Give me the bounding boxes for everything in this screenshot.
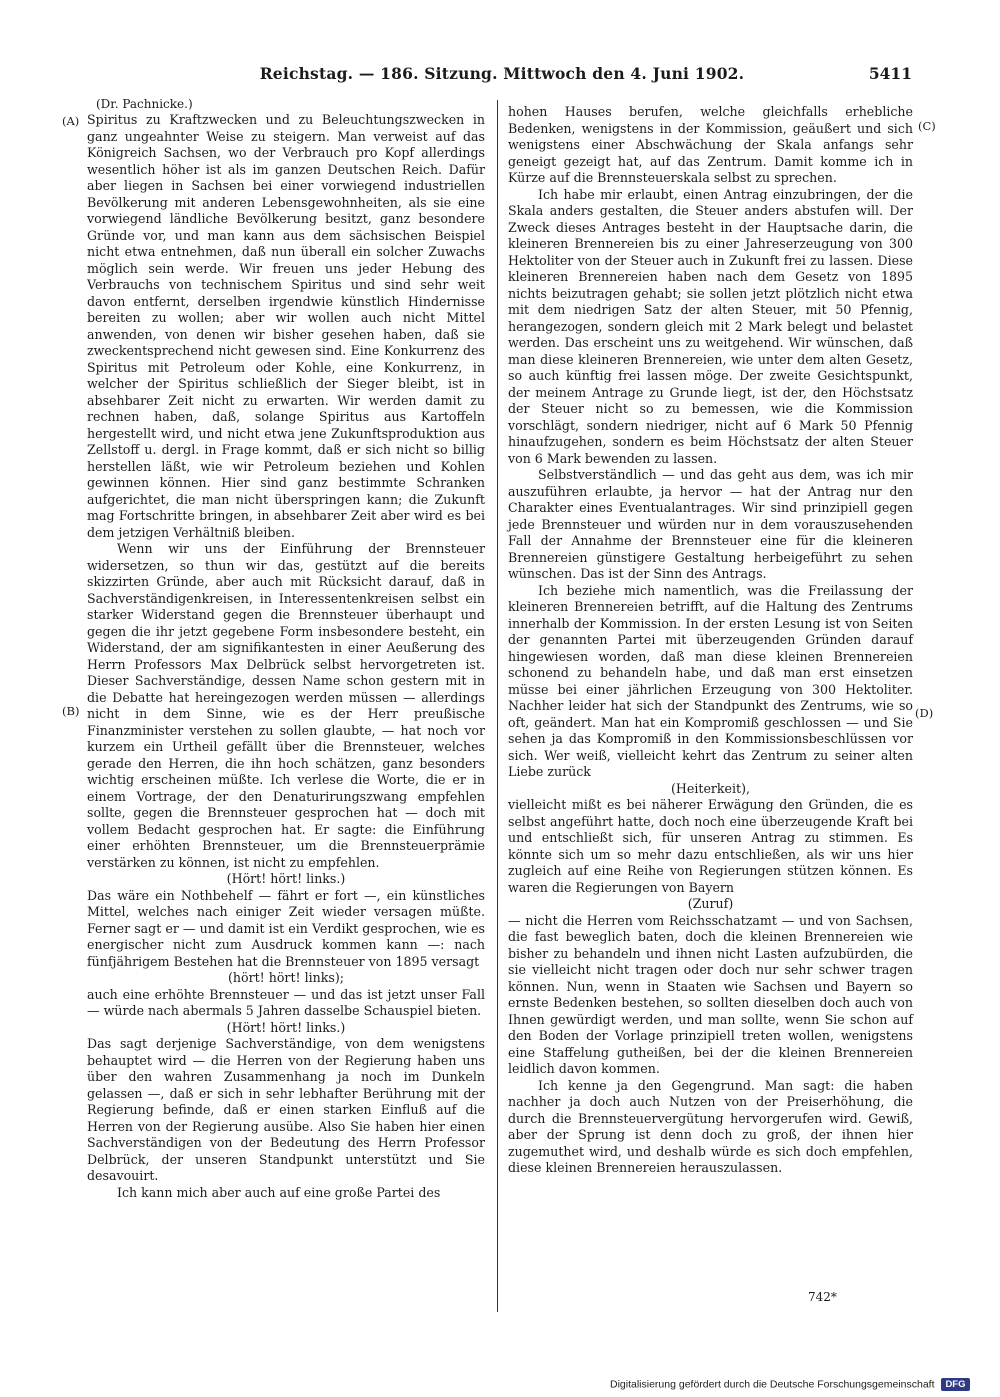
paragraph: Das wäre ein Nothbehelf — fährt er fort —, ein künstliches Mittel, welches nach einiger Zeit wieder versagen müßte. Ferner sagt er — und damit ist ein Verdikt gesprochen, wie es energischer nicht zum Ausdruck kommen kann —: nach fünfjährigem Bestehen hat die Brennsteuer von 1895 versagt (87, 887, 485, 969)
interjection: (Hört! hört! links.) (226, 1019, 346, 1035)
paragraph: Ich kenne ja den Gegengrund. Man sagt: die haben nachher ja doch auch Nutzen von der Preiserhöhung, die durch die Brennsteuervergütung hervorgerufen wird. Gewiß, aber der Sprung ist denn doch zu groß, der ihnen hier zugemuthet wird, und deshalb würde es sich doch empfehlen, diese kleinen Brennereien herauszulassen. (508, 1077, 913, 1175)
dfg-logo-icon: DFG (941, 1378, 969, 1391)
interjection: (hört! hört! links); (227, 970, 344, 985)
paragraph: hohen Hauses berufen, welche gleichfalls erhebliche Bedenken, wenigstens in der Kommission, geäußert und sich wenigstens einer Abschwächung der Skala anfangs sehr geneigt gezeigt hat, auf das Zentrum. Damit komme ich in Kürze auf die Brennsteuerskala selbst zu sprechen. (508, 104, 913, 185)
paragraph: Das sagt derjenige Sachverständige, von dem wenigstens behauptet wird — die Herren von der Regierung haben uns über den wahren Zusammenhang ja noch im Dunkeln gelassen —, daß er sich in sehr lebhafter Berührung mit der Regierung befinde, daß er einen starken Einfluß auf die Herren von der Regierung ausübe. Also Sie haben hier einen Sachverständigen von der Bedeutung des Herrn Professor Delbrück, der unseren Standpunkt unterstützt und Sie desavouirt. (87, 1036, 485, 1183)
paragraph: Ich beziehe mich namentlich, was die Freilassung der kleineren Brennereien betrifft, auf die Haltung des Zentrums innerhalb der Kommission. In der ersten Lesung ist von Seiten der genannten Partei mit überzeugenden Gründen darauf hingewiesen worden, daß man diese kleinen Brennereien schonend zu behandeln habe, und daß man erst einsetzen müsse bei einer jährlichen Erzeugung von 300 Hektoliter. Nachher leider hat sich der Standpunkt des Zentrums, wie so oft, geändert. Man hat ein Kompromiß geschlossen — und Sie sehen ja das Kompromiß in den Kommissionsbeschlüssen vor sich. Wer weiß, vielleicht kehrt das Zentrum zu seiner alten Liebe zurück (508, 582, 913, 779)
paragraph: Wenn wir uns der Einführung der Brennsteuer widersetzen, so thun wir das, gestützt auf die bereits skizzirten Gründe, aber auch mit Rücksicht darauf, daß in Sachverständigenkreisen, in Interessentenkreisen selbst ein starker Widerstand gegen die Brennsteuer überhaupt und gegen die ihr jetzt gegebene Form insbesondere besteht, ein Widerstand, der am signifikantesten in einer Aeußerung des Herrn Professors Max Delbrück selbst hervorgetreten ist. Dieser Sachverständige, dessen Name schon gestern mit in die Debatte hat hereingezogen werden müssen — allerdings nicht in dem Sinne, wie es der Herr preußische Finanzminister verstehen zu sollen glaubte, — hat noch vor kurzem ein Urtheil gefällt über die Brennsteuer, welches gerade den Herren, die ihn hoch schätzen, ganz besonders wichtig erscheinen müßte. Ich verlese die Worte, die er in einem Vortrage, der den Denaturirungszwang empfehlen sollte, gegen die Brennsteuer gesprochen hat — doch mit vollem Bedacht gesprochen hat. Er sagte: die Einführung einer erhöhten Brennsteuer, um die Brennsteuerprämie verstärken zu können, ist nicht zu empfehlen. (87, 541, 485, 870)
speaker-label: (Dr. Pachnicke.) (96, 97, 193, 111)
sheet-signature: 742* (808, 1290, 837, 1304)
paragraph: auch eine erhöhte Brennsteuer — und das ist jetzt unser Fall — würde nach abermals 5 Jahren dasselbe Schauspiel bieten. (87, 986, 485, 1018)
paragraph: — nicht die Herren vom Reichsschatzamt — und von Sachsen, die fast beweglich baten, doch die kleinen Brennereien wie bisher zu behandeln und ihnen nicht Lasten aufzubürden, die sie vielleicht nicht tragen oder doch nur sehr schwer tragen können. Nun, wenn in Staaten wie Sachsen und Bayern so ernste Bedenken bestehen, so sollten dieselben doch auch von Ihnen gewürdigt werden, und man sollte, wenn Sie schon auf den Boden der Vorlage prinzipiell treten wollen, wenigstens eine Staffelung gutheißen, bei der die kleinen Brennereien leidlich davon kommen. (508, 912, 913, 1076)
paragraph: Spiritus zu Kraftzwecken und zu Beleuchtungszwecken in ganz ungeahnter Weise zu steigern. Man verweist auf das Königreich Sachsen, wo der Verbrauch pro Kopf allerdings wesentlich höher ist als im ganzen Deutschen Reich. Dafür aber liegen in Sachsen bei einer vorwiegend industriellen Bevölkerung mit anderen Lebensgewohnheiten, als sie eine vorwiegend ländliche Bevölkerung besitzt, ganz besondere Gründe vor, und man kann aus dem sächsischen Beispiel nicht etwa entnehmen, daß nun überall ein solcher Zuwachs möglich sein werde. Wir freuen uns jeder Hebung des Verbrauchs von technischem Spiritus und sind sehr weit davon entfernt, derselben irgendwie künstlich Hindernisse bereiten zu wollen; aber wir wollen auch nicht Mittel anwenden, von denen wir bisher gesehen haben, daß sie zweckentsprechend nicht gewesen sind. Eine Konkurrenz des Spiritus mit Petroleum oder Kohle, eine Konkurrenz, in welcher der Spiritus schließlich der Sieger bleibt, ist in absehbarer Zeit nicht zu erwarten. Wir werden damit zu rechnen haben, daß, solange Spiritus aus Kartoffeln hergestellt wird, und nicht etwa jene Zukunftsproduktion aus Zellstoff u. dergl. in Frage kommt, daß er sich nicht so billig herstellen läßt, wie wir Petroleum beziehen und Kohlen gewinnen können. Hier sind ganz bestimmte Schranken aufgerichtet, die man nicht überspringen kann; die Zukunft mag Fortschritte bringen, in absehbarer Zeit aber wird es bei dem jetzigen Verhältniß bleiben. (87, 112, 485, 540)
margin-mark-a: (A) (62, 114, 80, 128)
paragraph: vielleicht mißt es bei näherer Erwägung den Gründen, die es selbst angeführt hatte, doch noch eine überzeugende Kraft bei und entschließt sich, für unseren Antrag zu stimmen. Es könnte sich um so mehr dazu entschließen, als wir uns hier zugleich auf eine Reihe von Regierungen stützen können. Es waren die Regierungen von Bayern (508, 797, 913, 895)
left-column (87, 112, 485, 1201)
page-header (92, 64, 912, 88)
page-number: 5411 (868, 64, 912, 83)
right-column (508, 104, 913, 1177)
interjection: (Heiterkeit), (671, 780, 750, 796)
paragraph: Ich kann mich aber auch auf eine große Partei des (117, 1184, 441, 1200)
page-title: Reichstag. — 186. Sitzung. Mittwoch den 4. Juni 1902. (259, 64, 745, 83)
paragraph: Selbstverständlich — und das geht aus dem, was ich mir auszuführen erlaubte, ja hervor — hat der Antrag nur den Charakter eines Eventualantrages. Wir sind prinzipiell gegen jede Brennsteuer und würden nur in dem vorauszusehenden Fall der Annahme der Brennsteuer eine für die kleineren Brennereien günstigere Gestaltung herbeigeführt zu sehen wünschen. Das ist der Sinn des Antrags. (508, 467, 913, 581)
margin-mark-b: (B) (62, 704, 80, 718)
funding-text: Digitalisierung gefördert durch die Deutsche Forschungsgemeinschaft (610, 1378, 935, 1391)
margin-mark-d: (D) (915, 706, 934, 720)
funding-footer (610, 1378, 970, 1391)
margin-mark-c: (C) (918, 119, 936, 133)
paragraph: Ich habe mir erlaubt, einen Antrag einzubringen, der die Skala anders gestalten, die Steuer anders abstufen will. Der Zweck dieses Antrages besteht in der Hauptsache darin, die kleineren Brennereien bis zu einer Jahreserzeugung von 300 Hektoliter von der Steuer auch in Zukunft frei zu lassen. Diese kleineren Brennereien haben nach dem Gesetz von 1895 nichts beizutragen gehabt; sie sollen jetzt plötzlich nicht etwa mit dem niedrigen Satz der alten Steuer, mit 50 Pfennig, herangezogen, sondern gleich mit 2 Mark belegt und belastet werden. Das erscheint uns zu weitgehend. Wir wünschen, daß man diese kleineren Brennereien, wie unter dem alten Gesetz, so auch künftig frei lassen möge. Der zweite Gesichtspunkt, der meinem Antrage zu Grunde liegt, ist der, den Höchstsatz der Steuer nicht so zu bemessen, wie die Kommission vorschlägt, sondern niedriger, nicht auf 6 Mark 50 Pfennig hinaufzugehen, sondern es beim Höchstsatz der alten Steuer von 6 Mark bewenden zu lassen. (508, 186, 913, 466)
interjection: (Zuruf) (687, 896, 734, 911)
column-divider (497, 100, 498, 1312)
interjection: (Hört! hört! links.) (226, 871, 346, 886)
